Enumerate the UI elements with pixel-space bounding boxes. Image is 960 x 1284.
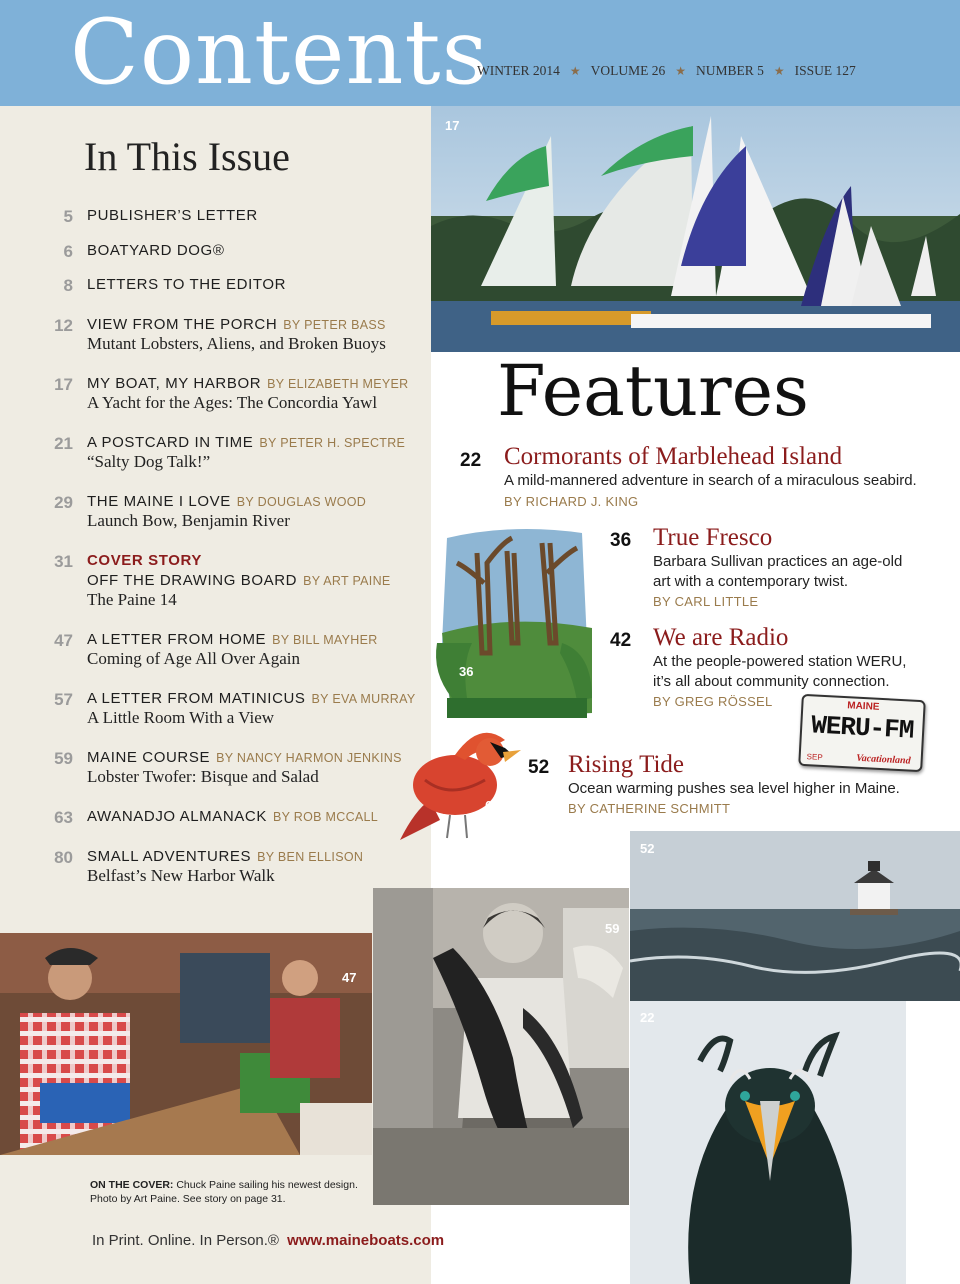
sailboats-photo[interactable]: [431, 106, 960, 352]
feature-description: Ocean warming pushes sea level higher in Maine.: [568, 780, 900, 797]
department-title: MAINE COURSE BY NANCY HARMON JENKINS: [87, 749, 402, 766]
photo-page-number: 22: [640, 1010, 655, 1025]
website-link[interactable]: www.maineboats.com: [287, 1232, 445, 1249]
byline: BY RICHARD J. KING: [504, 494, 639, 509]
byline: BY CARL LITTLE: [653, 594, 759, 609]
byline: BY DOUGLAS WOOD: [236, 495, 367, 509]
page-number: 5: [63, 207, 73, 226]
department-title: MY BOAT, MY HARBOR BY ELIZABETH MEYER: [87, 375, 409, 392]
photo-page-number: 36: [459, 664, 474, 679]
page-number: 12: [54, 316, 73, 335]
photo-page-number: 52: [640, 841, 655, 856]
byline: BY ART PAINE: [303, 574, 391, 588]
byline: BY PETER H. SPECTRE: [259, 436, 406, 450]
department-title: A LETTER FROM HOME BY BILL MAYHER: [87, 631, 378, 648]
caption-line1: Chuck Paine sailing his newest design.: [173, 1179, 358, 1191]
page-number: 52: [528, 757, 550, 778]
story-subtitle: Belfast’s New Harbor Walk: [87, 866, 275, 885]
page-number: 6: [63, 242, 73, 261]
photo-page-number: 63: [485, 798, 500, 813]
department-title: PUBLISHER’S LETTER: [87, 207, 258, 224]
byline: BY EVA MURRAY: [311, 692, 416, 706]
page-number: 63: [54, 808, 73, 827]
fresco-chair-image[interactable]: [432, 523, 597, 723]
department-title: BOATYARD DOG®: [87, 242, 225, 259]
photo-page-number: 17: [445, 118, 460, 133]
story-subtitle: A Little Room With a View: [87, 708, 275, 727]
feature-title[interactable]: Rising Tide: [568, 751, 685, 778]
page-number: 17: [54, 375, 73, 394]
story-subtitle: “Salty Dog Talk!”: [87, 452, 211, 471]
plate-month: SEP: [806, 752, 823, 762]
cover-caption: [90, 1178, 358, 1206]
feature-description: Barbara Sullivan practices an age-old art with a contemporary twist.: [653, 553, 903, 590]
byline: BY ROB MCCALL: [272, 810, 379, 824]
page-number: 59: [54, 749, 73, 768]
sailboats-image: [431, 106, 960, 352]
weru-license-plate: [798, 694, 926, 772]
story-subtitle: Launch Bow, Benjamin River: [87, 511, 290, 530]
department-title: THE MAINE I LOVE BY DOUGLAS WOOD: [87, 493, 367, 510]
cover-story-label: COVER STORY: [87, 552, 202, 569]
plate-tagline: Vacationland: [855, 752, 911, 767]
page-number: 57: [54, 690, 73, 709]
feature-title[interactable]: We are Radio: [653, 624, 789, 651]
page-number: 31: [54, 552, 73, 571]
story-subtitle: Lobster Twofer: Bisque and Salad: [87, 767, 319, 786]
department-title: AWANADJO ALMANACK BY ROB MCCALL: [87, 808, 379, 825]
cardinal-image[interactable]: [395, 720, 525, 845]
features-heading: Features: [497, 350, 809, 432]
byline: BY NANCY HARMON JENKINS: [216, 751, 402, 765]
caption-line2: Photo by Art Paine. See story on page 31.: [90, 1193, 286, 1205]
footer-tagline: In Print. Online. In Person.®: [92, 1232, 279, 1249]
story-subtitle: A Yacht for the Ages: The Concordia Yawl: [87, 393, 378, 412]
feature-title[interactable]: Cormorants of Marblehead Island: [504, 443, 843, 470]
byline: BY ELIZABETH MEYER: [267, 377, 409, 391]
footer: [92, 1232, 444, 1249]
page-number: 47: [54, 631, 73, 650]
caption-label: ON THE COVER:: [90, 1179, 174, 1191]
lobster-boy-photo[interactable]: [373, 888, 629, 1205]
page-number: 29: [54, 493, 73, 512]
byline: BY GREG RÖSSEL: [653, 694, 773, 709]
byline: BY PETER BASS: [283, 318, 386, 332]
masthead: [0, 0, 960, 106]
photo-page-number: 59: [605, 921, 620, 936]
byline: BY BILL MAYHER: [272, 633, 378, 647]
department-title: VIEW FROM THE PORCH BY PETER BASS: [87, 316, 386, 333]
department-title: OFF THE DRAWING BOARD BY ART PAINE: [87, 572, 391, 589]
department-title: LETTERS TO THE EDITOR: [87, 276, 287, 293]
page-title: Contents: [70, 0, 489, 105]
plate-callsign: WERU-FM: [810, 710, 915, 746]
issue-season: WINTER 2014: [477, 63, 560, 78]
department-title: A POSTCARD IN TIME BY PETER H. SPECTRE: [87, 434, 406, 451]
star-icon: ★: [675, 63, 687, 78]
page-number: 80: [54, 848, 73, 867]
star-icon: ★: [569, 63, 581, 78]
byline: BY CATHERINE SCHMITT: [568, 801, 731, 816]
page-number: 8: [63, 276, 73, 295]
lighthouse-photo[interactable]: [630, 831, 960, 1001]
issue-id: ISSUE 127: [794, 63, 856, 78]
page-number: 36: [610, 530, 632, 551]
feature-description: A mild-mannered adventure in search of a miraculous seabird.: [504, 472, 917, 489]
byline: BY BEN ELLISON: [257, 850, 364, 864]
photo-page-number: 47: [342, 970, 357, 985]
issue-number: NUMBER 5: [696, 63, 764, 78]
star-icon: ★: [773, 63, 785, 78]
page-number: 22: [460, 450, 482, 471]
feature-description: At the people-powered station WERU, it’s all about community connection.: [653, 653, 907, 690]
department-title: A LETTER FROM MATINICUS BY EVA MURRAY: [87, 690, 416, 707]
department-title: SMALL ADVENTURES BY BEN ELLISON: [87, 848, 364, 865]
plate-state: MAINE: [846, 700, 880, 713]
page-number: 42: [610, 630, 632, 651]
story-subtitle: Mutant Lobsters, Aliens, and Broken Buoys: [87, 334, 386, 353]
in-this-issue-heading: In This Issue: [84, 134, 290, 179]
page-number: 21: [54, 434, 73, 453]
cormorant-photo[interactable]: [630, 1001, 906, 1284]
story-subtitle: Coming of Age All Over Again: [87, 649, 300, 668]
issue-info: [477, 63, 856, 79]
story-subtitle: The Paine 14: [87, 590, 177, 609]
pizza-oven-photo[interactable]: [0, 933, 372, 1155]
feature-title[interactable]: True Fresco: [653, 524, 773, 551]
issue-volume: VOLUME 26: [590, 63, 666, 78]
